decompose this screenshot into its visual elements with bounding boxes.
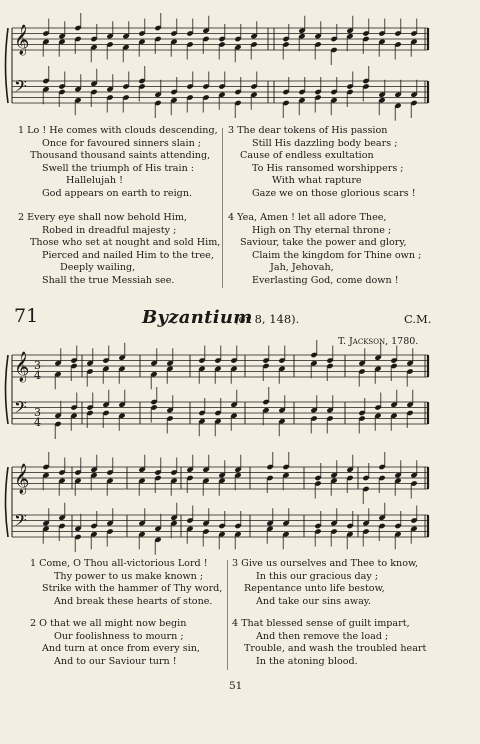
treble-clef-icon: 𝄞 (14, 25, 30, 55)
page-number: 51 (229, 680, 243, 692)
verse-3 (232, 558, 418, 608)
verse-divider (227, 560, 228, 670)
verse-divider (222, 128, 223, 288)
verse-line: 3 Give us ourselves and Thee to know, (232, 558, 419, 569)
verse-line: Pierced and nailed Him to the tree, (42, 249, 214, 261)
verse-line: In the atoning blood. (256, 655, 358, 667)
time-signature: 3 (34, 359, 41, 372)
treble-clef-icon: 𝄞 (14, 464, 30, 494)
verse-line: Those who set at nought and sold Him, (30, 237, 221, 249)
verse-line: Shall the true Messiah see. (42, 274, 175, 286)
verse-line: Thy power to us make known ; (54, 570, 204, 582)
system-brace (6, 467, 9, 537)
composer: T. Jackson, 1780. (338, 336, 419, 347)
verse-2 (30, 618, 200, 668)
verse-line: Everlasting God, come down ! (252, 274, 399, 286)
verse-line: Our foolishness to mourn ; (54, 630, 184, 642)
time-signature: 4 (34, 369, 41, 382)
verse-line: God appears on earth to reign. (42, 187, 193, 199)
verse-4 (232, 618, 426, 668)
verse-line: Still His dazzling body bears ; (252, 137, 398, 149)
verse-line: And then remove the load ; (256, 630, 389, 642)
verse-line: 1 Come, O Thou all-victorious Lord ! (30, 558, 208, 569)
verse-line: Hallelujah ! (66, 175, 123, 187)
verse-1 (30, 558, 222, 608)
verse-line: Thousand thousand saints attending, (30, 150, 211, 162)
verse-line: High on Thy eternal throne ; (252, 224, 392, 236)
treble-clef-icon: 𝄞 (14, 352, 30, 382)
verse-line: Repentance unto life bestow, (244, 583, 385, 595)
verse-line: 2 Every eye shall now behold Him, (18, 212, 187, 223)
verse-line: 4 That blessed sense of guilt impart, (232, 618, 410, 629)
top-verse-4 (228, 212, 421, 288)
verse-line: Cause of endless exultation (240, 150, 374, 162)
verse-line: Swell the triumph of His train : (42, 162, 195, 174)
top-verse-3 (228, 125, 416, 201)
verse-line: Strike with the hammer of Thy word, (42, 583, 223, 595)
verse-line: And turn at once from every sin, (42, 643, 200, 655)
meter: C.M. (404, 312, 432, 326)
verse-line: In this our gracious day ; (256, 570, 379, 582)
tune-reference: (or 8, 148). (234, 312, 300, 326)
verse-line: Claim the kingdom for Thine own ; (252, 249, 422, 261)
verse-line: 4 Yea, Amen ! let all adore Thee, (228, 212, 387, 223)
verse-line: 1 Lo ! He comes with clouds descending, (18, 125, 218, 136)
verse-line: And to our Saviour turn ! (54, 655, 177, 667)
bass-clef-icon: 𝄢 (14, 76, 27, 100)
verse-line: And take our sins away. (256, 595, 371, 607)
verse-line: Deeply wailing, (60, 262, 136, 274)
verse-line: To His ransomed worshippers ; (252, 162, 404, 174)
bass-clef-icon: 𝄢 (14, 397, 27, 421)
verse-line: Robed in dreadful majesty ; (42, 224, 177, 236)
verse-line: Trouble, and wash the troubled heart (244, 643, 427, 655)
verse-line: Once for favoured sinners slain ; (42, 137, 202, 149)
tune-name: Byzantium (142, 307, 253, 328)
verse-line: Gaze we on those glorious scars ! (252, 187, 416, 199)
verse-line: 3 The dear tokens of His passion (228, 125, 388, 136)
hymn-number: 71 (14, 305, 39, 327)
verse-line: Saviour, take the power and glory, (240, 237, 407, 249)
system-brace (6, 355, 9, 424)
verse-line: With what rapture (272, 175, 362, 187)
verse-line: 2 O that we all might now begin (30, 618, 187, 629)
bass-clef-icon: 𝄢 (14, 510, 27, 534)
top-verse-2 (18, 212, 220, 288)
system-brace (6, 28, 9, 103)
time-signature: 4 (34, 416, 41, 429)
top-verse-1 (18, 125, 218, 201)
verse-line: Jah, Jehovah, (270, 262, 334, 274)
verse-line: And break these hearts of stone. (54, 595, 213, 607)
time-signature: 3 (34, 406, 41, 419)
